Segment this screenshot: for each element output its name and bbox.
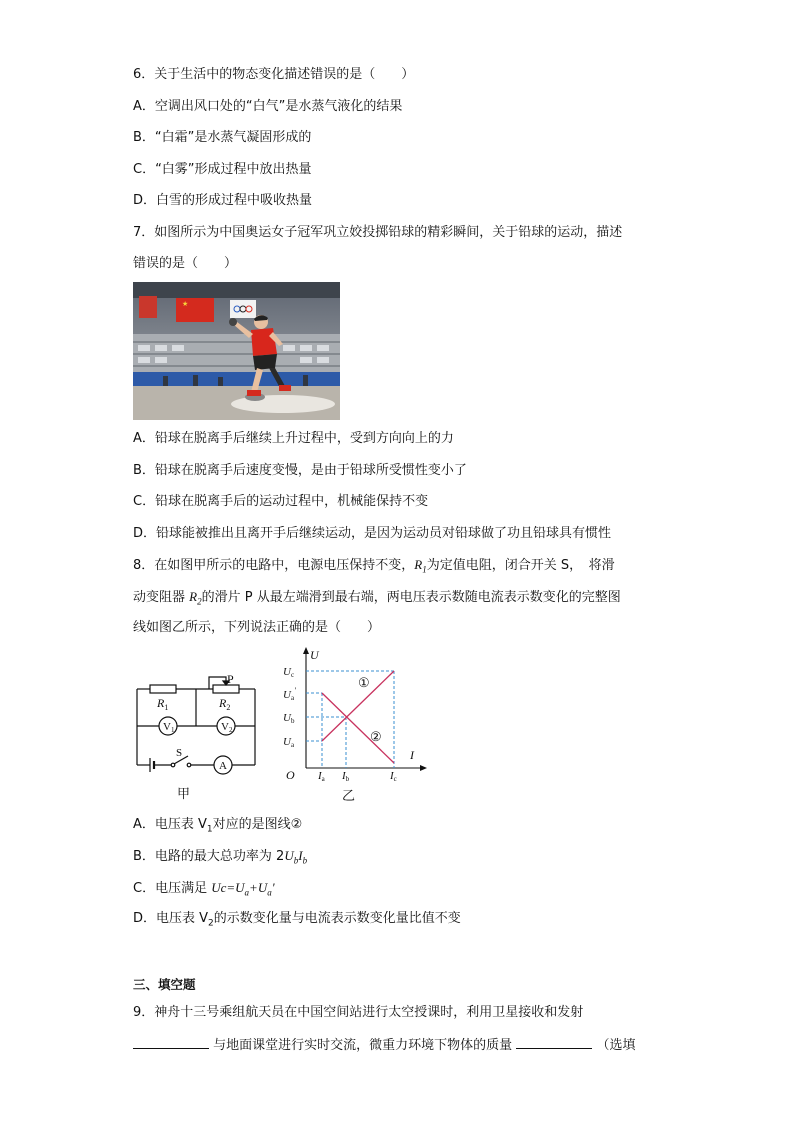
axis-u-label: U <box>310 648 319 662</box>
shot-put-photo <box>133 282 340 420</box>
line-2-label: ② <box>370 729 382 744</box>
tick-ib: Ib <box>342 770 350 783</box>
q9-line2: 与地面课堂进行实时交流，微重力环境下物体的质量 （选填 <box>133 1035 635 1055</box>
q7-option-c: C．铅球在脱离手后的运动过程中，机械能保持不变 <box>133 494 429 509</box>
r1-resistor <box>150 685 176 693</box>
v1-meter-label: V1 <box>163 721 175 734</box>
q7-option-a: A．铅球在脱离手后继续上升过程中，受到方向向上的力 <box>133 431 454 446</box>
q7-option-d: D．铅球能被推出且离开手后继续运动，是因为运动员对铅球做了功且铅球具有惯性 <box>133 526 612 541</box>
u-i-graph <box>278 645 428 809</box>
tick-ic: Ic <box>390 770 397 783</box>
answer-blank-1[interactable] <box>133 1035 209 1049</box>
axis-i-label: I <box>410 748 414 762</box>
q6-option-c: C．“白雾”形成过程中放出热量 <box>133 162 312 177</box>
q9-line1: 9．神舟十三号乘组航天员在中国空间站进行太空授课时，利用卫星接收和发射 <box>133 1005 584 1020</box>
circuit-diagram <box>133 668 263 807</box>
answer-blank-2[interactable] <box>516 1035 592 1049</box>
q6-stem: 6．关于生活中的物态变化描述错误的是（ ） <box>133 67 415 82</box>
section-heading-fill-in: 三、填空题 <box>133 977 196 992</box>
v2-meter-label: V2 <box>221 721 233 734</box>
ammeter-label: A <box>219 760 227 772</box>
q6-option-d: D．白雪的形成过程中吸收热量 <box>133 193 313 208</box>
tick-ub: Ub <box>283 712 295 725</box>
tick-ua-prime: Ua' <box>283 686 296 702</box>
tick-uc: Uc <box>283 666 295 679</box>
slider-p-label: P <box>227 672 234 686</box>
q6-option-a: A．空调出风口处的“白气”是水蒸气液化的结果 <box>133 99 403 114</box>
circuit-caption: 甲 <box>177 786 191 801</box>
q6-option-b: B．“白霜”是水蒸气凝固形成的 <box>133 130 312 145</box>
q8-option-a: A．电压表 $V_1$对应的是图线② <box>133 817 303 835</box>
q8-option-b: B．电路的最大总功率为 $2U_bI_b$ <box>133 848 308 866</box>
switch-label: S <box>176 747 183 759</box>
q8-option-c: C．电压满足 $Uc=U_a+U_a'$ <box>133 880 275 898</box>
graph-caption: 乙 <box>342 788 356 803</box>
r2-resistor <box>213 685 239 693</box>
r1-label: $R_1$ <box>157 696 169 712</box>
q8-option-d: D．电压表 $V_2$的示数变化量与电流表示数变化量比值不变 <box>133 911 461 929</box>
q7-option-b: B．铅球在脱离手后速度变慢，是由于铅球所受惯性变小了 <box>133 463 467 478</box>
q8-stem-line1: 8．在如图甲所示的电路中，电源电压保持不变，$R_1$为定值电阻，闭合开关 S， 将滑 <box>133 557 615 575</box>
q8-stem-line2: 动变阻器 $R_2$的滑片 P 从最左端滑到最右端，两电压表示数随电流表示数变化的完整图 <box>133 589 621 607</box>
tick-ua: Ua <box>283 736 295 749</box>
graph-line-2 <box>322 693 394 763</box>
origin-label: O <box>286 768 295 782</box>
tick-ia: Ia <box>318 770 325 783</box>
q7-stem-line1: 7．如图所示为中国奥运女子冠军巩立姣投掷铅球的精彩瞬间，关于铅球的运动，描述 <box>133 225 623 240</box>
q8-stem-line3: 线如图乙所示，下列说法正确的是（ ） <box>133 620 381 635</box>
line-1-label: ① <box>358 675 370 690</box>
svg-text:★: ★ <box>182 300 189 308</box>
r2-label: $R_2$ <box>219 696 231 712</box>
q7-stem-line2: 错误的是（ ） <box>133 256 238 271</box>
